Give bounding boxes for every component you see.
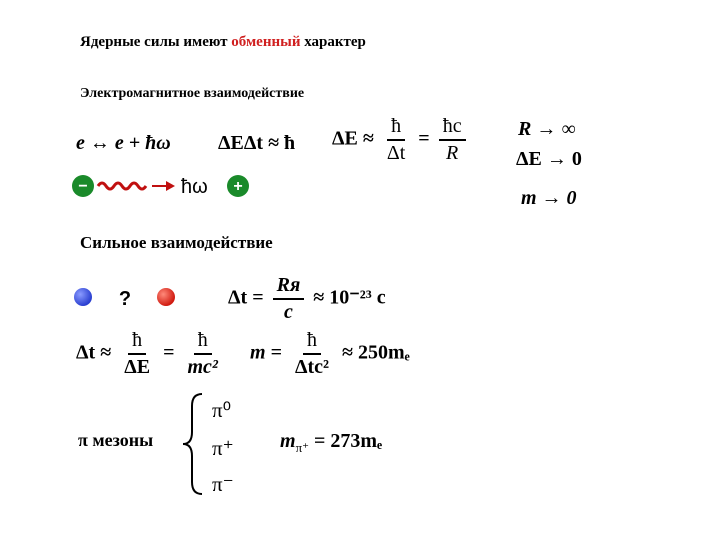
mpi-m: m — [280, 430, 296, 452]
eq3-lhs: ΔE ≈ — [332, 127, 374, 150]
eq3-f2-num: ħc — [439, 116, 466, 141]
mpi-rhs: = 273mₑ — [314, 430, 383, 452]
dt2-f2-den: mc² — [187, 356, 218, 378]
pion-plus: π⁺ — [212, 436, 234, 460]
slide-title: Ядерные силы имеют обменный характер — [80, 34, 366, 50]
formula-m-limit: m → 0 — [521, 187, 577, 209]
photon-label: ħω — [181, 176, 208, 198]
formula-uncertainty: ΔEΔt ≈ ħ — [218, 132, 296, 154]
nucleon-red-icon — [157, 288, 175, 306]
nucleon-exchange-diagram — [70, 283, 180, 313]
m-lhs: m = — [250, 341, 282, 364]
nucleon-blue-icon — [74, 288, 92, 306]
dt-den: c — [283, 301, 293, 323]
dt-lhs: Δt = — [228, 286, 264, 309]
formula-strong-dt2: Δt ≈ $\frac{ħ}{\Delta E}$ = $\frac{ħ}{\text{mc²}}$ — [76, 330, 226, 378]
mpi-sub: π⁺ — [295, 440, 309, 455]
m-rhs: ≈ 250mₑ — [342, 341, 410, 364]
formula-emission: e ↔ e + ħω — [76, 132, 171, 154]
eq3-f1-den: Δt — [386, 142, 406, 164]
pi-mesons-label: π мезоны — [78, 430, 154, 450]
formula-pion-mass — [280, 430, 382, 456]
eq3-f2-den: R — [446, 142, 459, 164]
photon-arrow-icon — [166, 181, 175, 191]
pion-minus: π⁻ — [212, 472, 234, 496]
dt-rhs: ≈ 10⁻²³ с — [313, 286, 386, 309]
dt2-f2-num: ħ — [194, 330, 212, 355]
photon-wave-icon — [98, 183, 146, 189]
photon-exchange-diagram — [66, 170, 256, 202]
dt2-lhs: Δt ≈ — [76, 341, 112, 364]
m-num: ħ — [303, 330, 321, 355]
plus-sign: + — [233, 178, 243, 195]
formula-strong-dt — [228, 275, 386, 323]
minus-sign: − — [78, 178, 88, 195]
formula-r-limit: R → ∞ — [518, 118, 576, 140]
formula-energy-range: ΔE ≈ $\frac{ħ}{\Delta t}$ = $\frac{ħc}{R}$ — [332, 116, 470, 164]
curly-brace-icon — [180, 392, 206, 496]
question-mark: ? — [118, 288, 132, 310]
section-electromagnetic: Электромагнитное взаимодействие — [80, 86, 305, 101]
section-strong: Сильное взаимодействие — [80, 233, 273, 252]
dt-num: Rя — [273, 275, 305, 300]
dt2-f1-den: ΔE — [124, 356, 151, 378]
eq3-f1-num: ħ — [387, 116, 405, 141]
m-den: Δtc² — [294, 356, 330, 378]
pion-zero: π⁰ — [212, 398, 232, 422]
formula-e-limit: ΔE → 0 — [516, 148, 582, 170]
formula-strong-mass — [250, 330, 410, 378]
dt2-f1-num: ħ — [128, 330, 146, 355]
